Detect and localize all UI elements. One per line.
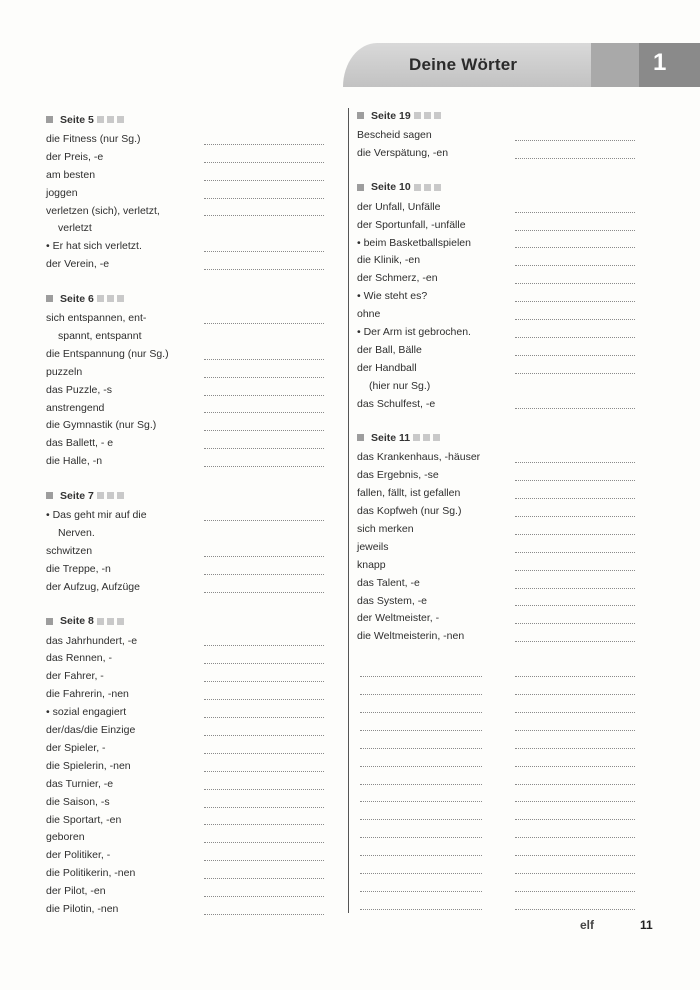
blank-word-line[interactable] <box>360 784 482 785</box>
vocab-entry <box>357 235 657 253</box>
vocab-entry <box>46 453 346 471</box>
translation-line[interactable] <box>515 641 635 642</box>
vocab-section <box>357 180 657 414</box>
translation-line[interactable] <box>204 896 324 897</box>
vocab-word: die Pilotin, -nen <box>46 902 119 915</box>
vocab-entry <box>357 557 657 575</box>
vocab-entry <box>46 561 346 579</box>
translation-line[interactable] <box>204 753 324 754</box>
translation-line[interactable] <box>204 198 324 199</box>
blank-row <box>357 717 657 735</box>
blank-row <box>357 860 657 878</box>
translation-line[interactable] <box>204 681 324 682</box>
vocab-word: Nerven. <box>58 527 95 540</box>
page-number-word: elf <box>580 918 595 932</box>
translation-line[interactable] <box>515 212 635 213</box>
vocab-word: der/das/die Einzige <box>46 724 136 737</box>
vocab-entry <box>46 633 346 651</box>
vocab-word: der Aufzug, Aufzüge <box>46 580 140 593</box>
translation-line[interactable] <box>204 377 324 378</box>
translation-line[interactable] <box>515 230 635 231</box>
vocab-word: das Rennen, - <box>46 652 112 665</box>
vocab-word: der Politiker, - <box>46 849 111 862</box>
vocab-word: am besten <box>46 168 96 181</box>
vocab-entry <box>46 435 346 453</box>
vocab-word: • Er hat sich verletzt. <box>46 240 142 253</box>
vocab-word: die Sportart, -en <box>46 813 122 826</box>
vocab-word: das Jahrhundert, -e <box>46 634 138 647</box>
vocab-entry <box>46 686 346 704</box>
blank-row <box>357 663 657 681</box>
section-label: Seite 5 <box>60 113 94 126</box>
blank-translation-line[interactable] <box>515 855 635 856</box>
blank-translation-line[interactable] <box>515 837 635 838</box>
vocab-word: anstrengend <box>46 401 105 414</box>
translation-line[interactable] <box>204 251 324 252</box>
section-label: Seite 10 <box>371 181 411 194</box>
vocab-word: knapp <box>357 558 386 571</box>
vocab-entry <box>46 812 346 830</box>
blank-translation-line[interactable] <box>515 748 635 749</box>
page-number: 11 <box>640 918 653 932</box>
column-divider <box>348 108 349 913</box>
section-marker-icon <box>357 184 364 191</box>
section-dot-icon <box>414 112 421 119</box>
vocab-entry <box>357 378 657 396</box>
left-column <box>46 112 346 936</box>
section-dot-icon <box>433 434 440 441</box>
translation-line[interactable] <box>204 412 324 413</box>
translation-line[interactable] <box>515 319 635 320</box>
vocab-entry <box>46 167 346 185</box>
vocab-word: das Puzzle, -s <box>46 383 112 396</box>
section-dot-icon <box>413 434 420 441</box>
section-title <box>357 108 657 123</box>
translation-line[interactable] <box>204 789 324 790</box>
blank-translation-line[interactable] <box>515 676 635 677</box>
vocab-word: • Der Arm ist gebrochen. <box>357 326 471 339</box>
vocab-word: das Ballett, - e <box>46 437 114 450</box>
blank-row <box>357 842 657 860</box>
vocab-entry <box>46 185 346 203</box>
vocab-word: der Pilot, -en <box>46 885 106 898</box>
translation-line[interactable] <box>204 645 324 646</box>
vocab-entry <box>357 306 657 324</box>
blank-row <box>357 806 657 824</box>
translation-line[interactable] <box>515 588 635 589</box>
translation-line[interactable] <box>515 140 635 141</box>
blank-translation-line[interactable] <box>515 819 635 820</box>
translation-line[interactable] <box>204 180 324 181</box>
blank-word-line[interactable] <box>360 819 482 820</box>
section-title <box>46 614 346 629</box>
translation-line[interactable] <box>515 301 635 302</box>
vocab-entry <box>46 417 346 435</box>
translation-line[interactable] <box>515 605 635 606</box>
vocab-entry <box>357 628 657 646</box>
vocab-word: die Klinik, -en <box>357 254 421 267</box>
vocab-entry <box>46 382 346 400</box>
vocab-entry <box>357 503 657 521</box>
section-dot-icon <box>424 184 431 191</box>
vocab-word: die Treppe, -n <box>46 562 111 575</box>
vocab-entry <box>357 485 657 503</box>
translation-line[interactable] <box>204 860 324 861</box>
vocab-word: spannt, entspannt <box>58 330 142 343</box>
blank-translation-line[interactable] <box>515 766 635 767</box>
translation-line[interactable] <box>515 623 635 624</box>
vocab-word: • Das geht mir auf die <box>46 509 147 522</box>
vocab-word: puzzeln <box>46 365 83 378</box>
vocab-section <box>357 108 657 163</box>
vocab-entry <box>46 400 346 418</box>
translation-line[interactable] <box>515 498 635 499</box>
vocab-entry <box>46 525 346 543</box>
blank-word-line[interactable] <box>360 730 482 731</box>
blank-word-line[interactable] <box>360 909 482 910</box>
vocab-word: das Turnier, -e <box>46 777 114 790</box>
section-dot-icon <box>97 116 104 123</box>
vocab-word: sich entspannen, ent- <box>46 312 147 325</box>
section-title <box>46 488 346 503</box>
translation-line[interactable] <box>204 162 324 163</box>
vocab-section <box>46 488 346 596</box>
vocab-word: • Wie steht es? <box>357 290 428 303</box>
vocab-entry <box>46 346 346 364</box>
translation-line[interactable] <box>515 516 635 517</box>
translation-line[interactable] <box>204 914 324 915</box>
vocab-entry <box>46 883 346 901</box>
translation-line[interactable] <box>204 395 324 396</box>
section-dot-icon <box>424 112 431 119</box>
vocab-entry <box>46 865 346 883</box>
section-dot-icon <box>117 492 124 499</box>
vocab-section <box>46 112 346 274</box>
vocab-entry <box>357 324 657 342</box>
vocab-entry <box>46 901 346 919</box>
vocab-word: die Fahrerin, -nen <box>46 688 129 701</box>
translation-line[interactable] <box>515 373 635 374</box>
vocab-word: der Spieler, - <box>46 741 106 754</box>
vocab-entry <box>46 238 346 256</box>
translation-line[interactable] <box>204 556 324 557</box>
vocab-word: der Preis, -e <box>46 150 104 163</box>
blank-word-line[interactable] <box>360 873 482 874</box>
section-title <box>357 430 657 445</box>
vocab-entry <box>46 507 346 525</box>
vocab-entry <box>46 758 346 776</box>
translation-line[interactable] <box>204 574 324 575</box>
blank-translation-line[interactable] <box>515 873 635 874</box>
vocab-entry <box>357 270 657 288</box>
translation-line[interactable] <box>204 807 324 808</box>
section-marker-icon <box>46 492 53 499</box>
vocab-entry <box>46 740 346 758</box>
blank-row <box>357 699 657 717</box>
translation-line[interactable] <box>204 430 324 431</box>
blank-row <box>357 771 657 789</box>
blank-word-line[interactable] <box>360 676 482 677</box>
vocab-word: das Talent, -e <box>357 576 420 589</box>
vocab-word: joggen <box>46 186 78 199</box>
vocab-word: der Verein, -e <box>46 258 110 271</box>
section-label: Seite 8 <box>60 615 94 628</box>
translation-line[interactable] <box>515 337 635 338</box>
vocab-word: das Schulfest, -e <box>357 397 436 410</box>
vocab-entry <box>357 467 657 485</box>
vocab-word: das Ergebnis, -se <box>357 469 439 482</box>
vocab-entry <box>46 776 346 794</box>
vocab-entry <box>46 220 346 238</box>
vocab-entry <box>357 396 657 414</box>
vocab-word: der Unfall, Unfälle <box>357 200 441 213</box>
blank-row <box>357 878 657 896</box>
vocab-word: verletzen (sich), verletzt, <box>46 204 160 217</box>
blank-row <box>357 753 657 771</box>
section-dot-icon <box>423 434 430 441</box>
translation-line[interactable] <box>515 283 635 284</box>
translation-line[interactable] <box>204 824 324 825</box>
vocab-word: der Handball <box>357 361 417 374</box>
translation-line[interactable] <box>515 570 635 571</box>
vocab-entry <box>46 131 346 149</box>
vocab-word: die Gymnastik (nur Sg.) <box>46 419 157 432</box>
translation-line[interactable] <box>515 158 635 159</box>
section-marker-icon <box>46 618 53 625</box>
vocab-word: das System, -e <box>357 594 428 607</box>
vocab-word: Bescheid sagen <box>357 129 432 141</box>
vocab-word: ohne <box>357 308 381 321</box>
translation-line[interactable] <box>515 534 635 535</box>
chapter-number-box <box>639 43 700 87</box>
translation-line[interactable] <box>204 323 324 324</box>
blank-word-line[interactable] <box>360 891 482 892</box>
vocab-entry <box>357 575 657 593</box>
vocab-entry <box>357 449 657 467</box>
chapter-number: 1 <box>653 49 667 76</box>
vocab-word: der Sportunfall, -unfälle <box>357 218 466 231</box>
blank-word-line[interactable] <box>360 748 482 749</box>
section-label: Seite 6 <box>60 292 94 305</box>
translation-line[interactable] <box>204 520 324 521</box>
translation-line[interactable] <box>204 842 324 843</box>
vocab-word: der Fahrer, - <box>46 670 104 683</box>
section-label: Seite 19 <box>371 109 411 122</box>
vocab-entry <box>46 650 346 668</box>
vocab-word: die Fitness (nur Sg.) <box>46 133 141 145</box>
section-title <box>46 112 346 127</box>
blank-row <box>357 896 657 914</box>
right-column <box>357 108 657 914</box>
section-dot-icon <box>434 184 441 191</box>
vocab-word: die Halle, -n <box>46 455 103 468</box>
vocab-word: sich merken <box>357 523 414 536</box>
section-marker-icon <box>357 434 364 441</box>
vocab-word: die Weltmeisterin, -nen <box>357 630 465 643</box>
section-marker-icon <box>46 295 53 302</box>
vocab-entry <box>357 145 657 163</box>
vocab-entry <box>46 364 346 382</box>
blank-translation-line[interactable] <box>515 891 635 892</box>
section-label: Seite 7 <box>60 489 94 502</box>
vocab-section <box>46 614 346 919</box>
vocab-entry <box>46 704 346 722</box>
translation-line[interactable] <box>204 269 324 270</box>
translation-line[interactable] <box>515 247 635 248</box>
section-marker-icon <box>357 112 364 119</box>
vocab-section <box>46 291 346 471</box>
vocab-word: das Kopfweh (nur Sg.) <box>357 505 462 518</box>
vocab-entry <box>357 593 657 611</box>
section-dot-icon <box>97 618 104 625</box>
vocab-word: die Verspätung, -en <box>357 146 449 159</box>
vocab-word: die Spielerin, -nen <box>46 759 131 772</box>
vocab-entry <box>357 360 657 378</box>
vocab-entry <box>46 829 346 847</box>
blank-word-line[interactable] <box>360 837 482 838</box>
vocab-word: jeweils <box>357 540 389 553</box>
blank-translation-line[interactable] <box>515 694 635 695</box>
vocab-entry <box>46 847 346 865</box>
section-dot-icon <box>414 184 421 191</box>
section-dot-icon <box>117 295 124 302</box>
section-dot-icon <box>107 295 114 302</box>
vocab-word: der Weltmeister, - <box>357 612 440 625</box>
section-title <box>357 180 657 195</box>
chapter-header <box>343 43 700 87</box>
section-dot-icon <box>434 112 441 119</box>
vocab-word: schwitzen <box>46 544 93 557</box>
vocab-entry <box>46 722 346 740</box>
vocab-entry <box>46 203 346 221</box>
vocab-entry <box>357 288 657 306</box>
vocab-entry <box>357 127 657 145</box>
translation-line[interactable] <box>204 448 324 449</box>
translation-line[interactable] <box>515 480 635 481</box>
translation-line[interactable] <box>515 355 635 356</box>
blank-word-line[interactable] <box>360 694 482 695</box>
translation-line[interactable] <box>204 771 324 772</box>
section-label: Seite 11 <box>371 431 411 444</box>
blank-translation-line[interactable] <box>515 909 635 910</box>
vocab-entry <box>46 149 346 167</box>
vocab-word: • beim Basketballspielen <box>357 236 471 249</box>
vocab-entry <box>46 543 346 561</box>
section-dot-icon <box>117 618 124 625</box>
vocab-word: das Krankenhaus, -häuser <box>357 451 481 464</box>
vocab-entry <box>357 539 657 557</box>
vocab-entry <box>46 579 346 597</box>
header-band-mid <box>591 43 639 87</box>
blank-row <box>357 735 657 753</box>
vocab-word: verletzt <box>58 222 92 235</box>
vocab-entry <box>357 199 657 217</box>
translation-line[interactable] <box>515 462 635 463</box>
vocab-entry <box>357 342 657 360</box>
blank-word-line[interactable] <box>360 766 482 767</box>
blank-translation-line[interactable] <box>515 730 635 731</box>
translation-line[interactable] <box>204 359 324 360</box>
blank-row <box>357 824 657 842</box>
vocab-word: (hier nur Sg.) <box>369 379 431 392</box>
vocab-entry <box>46 328 346 346</box>
vocab-entry <box>46 794 346 812</box>
vocab-word: geboren <box>46 831 85 844</box>
blank-row <box>357 789 657 807</box>
vocab-word: • sozial engagiert <box>46 706 127 719</box>
blank-translation-line[interactable] <box>515 712 635 713</box>
page-title: Deine Wörter <box>409 55 518 74</box>
translation-line[interactable] <box>204 735 324 736</box>
translation-line[interactable] <box>204 699 324 700</box>
vocab-entry <box>357 252 657 270</box>
vocab-entry <box>357 610 657 628</box>
blank-lines <box>357 663 657 913</box>
blank-word-line[interactable] <box>360 801 482 802</box>
blank-word-line[interactable] <box>360 855 482 856</box>
section-dot-icon <box>107 492 114 499</box>
vocab-entry <box>357 217 657 235</box>
translation-line[interactable] <box>204 878 324 879</box>
vocab-entry <box>46 310 346 328</box>
translation-line[interactable] <box>204 466 324 467</box>
section-dot-icon <box>97 492 104 499</box>
translation-line[interactable] <box>204 717 324 718</box>
vocab-word: fallen, fällt, ist gefallen <box>357 487 461 500</box>
section-dot-icon <box>107 618 114 625</box>
blank-translation-line[interactable] <box>515 784 635 785</box>
translation-line[interactable] <box>515 408 635 409</box>
vocab-word: der Ball, Bälle <box>357 343 422 356</box>
blank-row <box>357 681 657 699</box>
vocab-word: die Saison, -s <box>46 795 110 808</box>
translation-line[interactable] <box>204 592 324 593</box>
vocab-entry <box>357 521 657 539</box>
translation-line[interactable] <box>515 265 635 266</box>
vocab-entry <box>46 256 346 274</box>
translation-line[interactable] <box>204 215 324 216</box>
vocab-entry <box>46 668 346 686</box>
blank-translation-line[interactable] <box>515 801 635 802</box>
vocab-word: der Schmerz, -en <box>357 272 438 285</box>
translation-line[interactable] <box>204 144 324 145</box>
section-dot-icon <box>97 295 104 302</box>
section-marker-icon <box>46 116 53 123</box>
translation-line[interactable] <box>515 552 635 553</box>
vocab-word: die Entspannung (nur Sg.) <box>46 347 169 360</box>
section-dot-icon <box>107 116 114 123</box>
vocab-section <box>357 430 657 646</box>
vocab-word: die Politikerin, -nen <box>46 867 136 880</box>
header-band <box>343 43 591 87</box>
translation-line[interactable] <box>204 663 324 664</box>
section-title <box>46 291 346 306</box>
blank-word-line[interactable] <box>360 712 482 713</box>
section-dot-icon <box>117 116 124 123</box>
